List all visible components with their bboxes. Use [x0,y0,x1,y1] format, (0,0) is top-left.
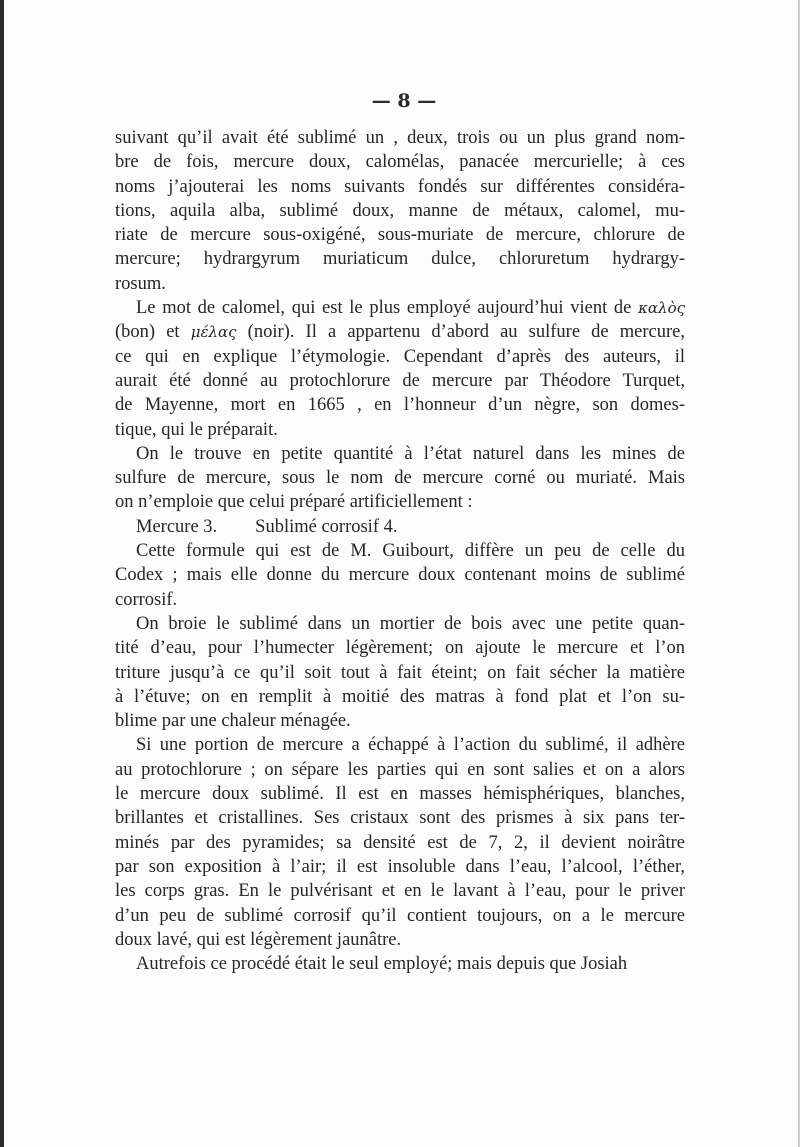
text-line: blime par une chaleur ménagée. [115,711,351,732]
text-line: tions, aquila alba, sublimé doux, manne de métaux, calomel, mu- [115,200,685,221]
paragraph-start: Cette formule qui est de M. Guibourt, diffère un peu de celle du [136,541,685,562]
text-line: par son exposition à l’air; il est insoluble dans l’eau, l’alcool, l’éther, [115,856,685,877]
greek-word: μέλας [190,323,237,342]
text-line: les corps gras. En le pulvérisant et en le lavant à l’eau, pour le priver [115,881,685,902]
text-line: à l’étuve; on en remplit à moitié des matras à fond plat et l’on su- [115,686,685,707]
text-line: corrosif. [115,589,178,610]
page-number: — 8 — [371,90,437,112]
text-line: minés par des pyramides; sa densité est de 7, 2, il devient noirâtre [115,832,685,853]
text-line: au protochlorure ; on sépare les parties qui en sont salies et on a alors [115,759,685,780]
paragraph-start: On broie le sublimé dans un mortier de bois avec une petite quan- [136,613,685,634]
text-span: (bon) et [115,322,191,343]
text-line [115,320,685,344]
text-line: brillantes et cristallines. Ses cristaux sont des prismes à six pans ter- [115,808,685,829]
text-line: triture jusqu’à ce qu’il soit tout à fait éteint; on fait sécher la matière [115,662,685,683]
paragraph-start: Autrefois ce procédé était le seul employé; mais depuis que Josiah [136,954,628,975]
text-line: bre de fois, mercure doux, calomélas, panacée mercurielle; à ces [115,152,685,173]
text-span: (noir). Il a appartenu d’abord au sulfure de mercure, [236,322,685,343]
paragraph-start [115,296,685,320]
text-line: suivant qu’il avait été sublimé un , deux, trois ou un plus grand nom- [115,128,685,148]
paragraph-start: On le trouve en petite quantité à l’état naturel dans les mines de [136,443,685,464]
formula-mercure: Mercure 3. [136,516,218,537]
text-line: rosum. [115,273,166,294]
text-span: Le mot de calomel, qui est le plus employé aujourd’hui vient de [136,298,639,319]
text-line: riate de mercure sous-oxigéné, sous-muriate de mercure, chlorure de [115,225,685,246]
text-line: ce qui en explique l’étymologie. Cependant d’après des auteurs, il [115,346,685,367]
paragraph-start: Si une portion de mercure a échappé à l’action du sublimé, il adhère [136,735,685,756]
text-line: on n’emploie que celui préparé artificiellement : [115,492,473,513]
greek-word: καλὸς [638,299,685,318]
text-line: tique, qui le préparait. [115,419,278,440]
text-line: de Mayenne, mort en 1665 , en l’honneur d’un nègre, son domes- [115,395,685,416]
text-line: doux lavé, qui est légèrement jaunâtre. [115,929,402,950]
text-line: sulfure de mercure, sous le nom de mercure corné ou muriaté. Mais [115,468,685,489]
text-line: d’un peu de sublimé corrosif qu’il contient toujours, on a le mercure [115,905,685,926]
text-line: aurait été donné au protochlorure de mercure par Théodore Turquet, [115,370,685,391]
formula-line [115,515,685,539]
text-line: le mercure doux sublimé. Il est en masses hémisphériques, blanches, [115,784,685,805]
text-line: mercure; hydrargyrum muriaticum dulce, chloruretum hydrargy- [115,249,685,270]
formula-sublime: Sublimé corrosif 4. [255,516,398,537]
text-line: Codex ; mais elle donne du mercure doux contenant moins de sublimé [115,565,685,586]
text-line: noms j’ajouterai les noms suivants fondés sur différentes considéra- [115,176,685,197]
body-text [115,126,685,976]
text-line: tité d’eau, pour l’humecter légèrement; on ajoute le mercure et l’on [115,638,685,659]
